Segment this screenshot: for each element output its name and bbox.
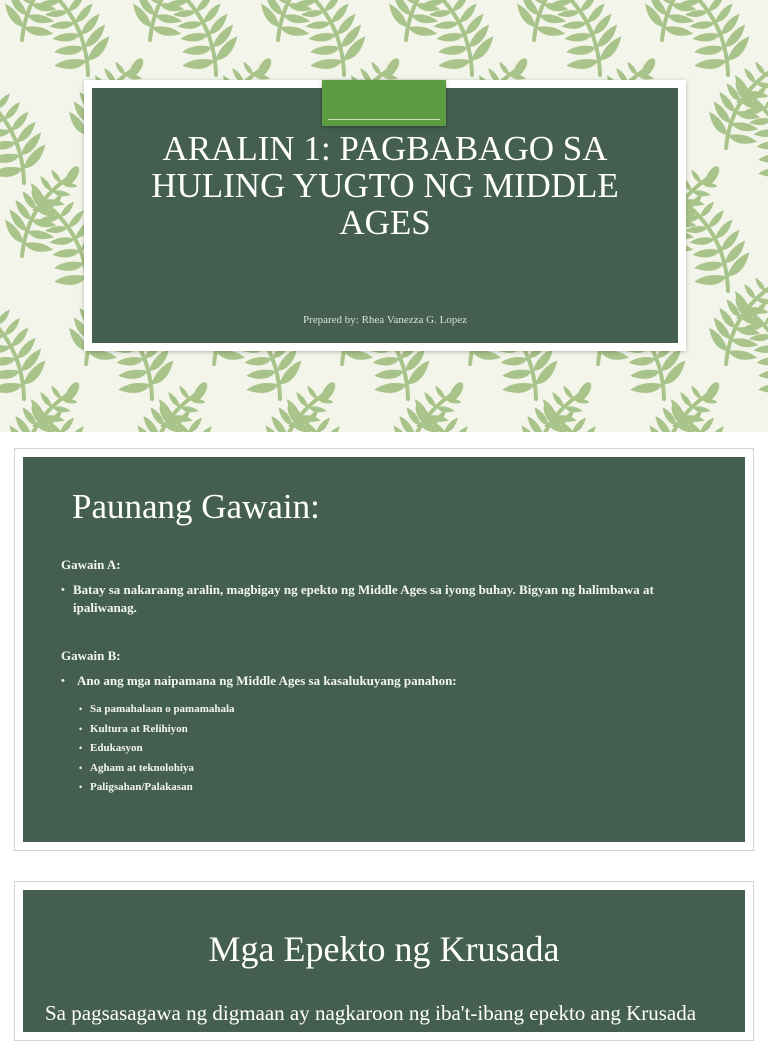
bullet-icon: • <box>61 675 65 687</box>
crusade-effects-slide <box>0 881 768 1041</box>
gawain-a-bullet <box>61 581 715 617</box>
bullet-icon: • <box>79 782 83 792</box>
fern-frond <box>0 278 58 411</box>
bullet-icon: • <box>79 743 83 753</box>
fern-frond <box>760 148 768 268</box>
slide-panel <box>23 890 745 1032</box>
list-item-text: Sa pamahalaan o pamamahala <box>90 703 235 715</box>
gawain-b-bullet <box>61 672 715 690</box>
list-item <box>79 778 235 798</box>
list-item <box>79 739 235 759</box>
slide-panel <box>23 457 745 842</box>
gawain-a-text: Batay sa nakaraang aralin, magbigay ng epekto ng Middle Ages sa iyong buhay. Bigyan ng halimbawa at ipaliwanag. <box>73 582 654 615</box>
bullet-icon: • <box>79 723 83 734</box>
bullet-icon: • <box>61 584 65 596</box>
list-item-text: Agham at teknolohiya <box>90 761 194 774</box>
gawain-a-label: Gawain A: <box>61 557 121 572</box>
list-item-text: Kultura at Relihiyon <box>90 722 188 735</box>
slide-heading: Mga Epekto ng Krusada <box>208 929 560 969</box>
list-item <box>79 720 235 740</box>
bullet-icon: • <box>79 704 83 714</box>
fern-frond <box>760 0 768 52</box>
gawain-b-label: Gawain B: <box>61 648 121 663</box>
bullet-icon: • <box>79 762 83 773</box>
title-slide <box>0 0 768 432</box>
fern-frond <box>0 62 58 195</box>
presenter-credit: Prepared by: Rhea Vanezza G. Lopez <box>302 314 468 326</box>
list-item <box>79 700 235 720</box>
presentation-title: ARALIN 1: PAGBABAGO SA HULING YUGTO NG MIDDLE AGES <box>151 129 619 242</box>
slide-heading: Paunang Gawain: <box>72 487 320 526</box>
list-item-text: Paligsahan/Palakasan <box>90 781 193 793</box>
title-accent-tab <box>322 80 446 126</box>
title-card-panel <box>92 88 678 343</box>
list-item-text: Edukasyon <box>90 742 143 754</box>
slide-frame <box>14 881 754 1041</box>
legacy-list <box>79 700 235 798</box>
list-item <box>79 759 235 779</box>
slide-frame <box>14 448 754 851</box>
activity-slide <box>0 448 768 851</box>
slide-body-text: Sa pagsasagawa ng digmaan ay nagkaroon ng iba't-ibang epekto ang Krusada <box>45 1001 697 1025</box>
title-accent-line <box>328 119 440 120</box>
gawain-b-text: Ano ang mga naipamana ng Middle Ages sa kasalukuyang panahon: <box>77 673 457 688</box>
